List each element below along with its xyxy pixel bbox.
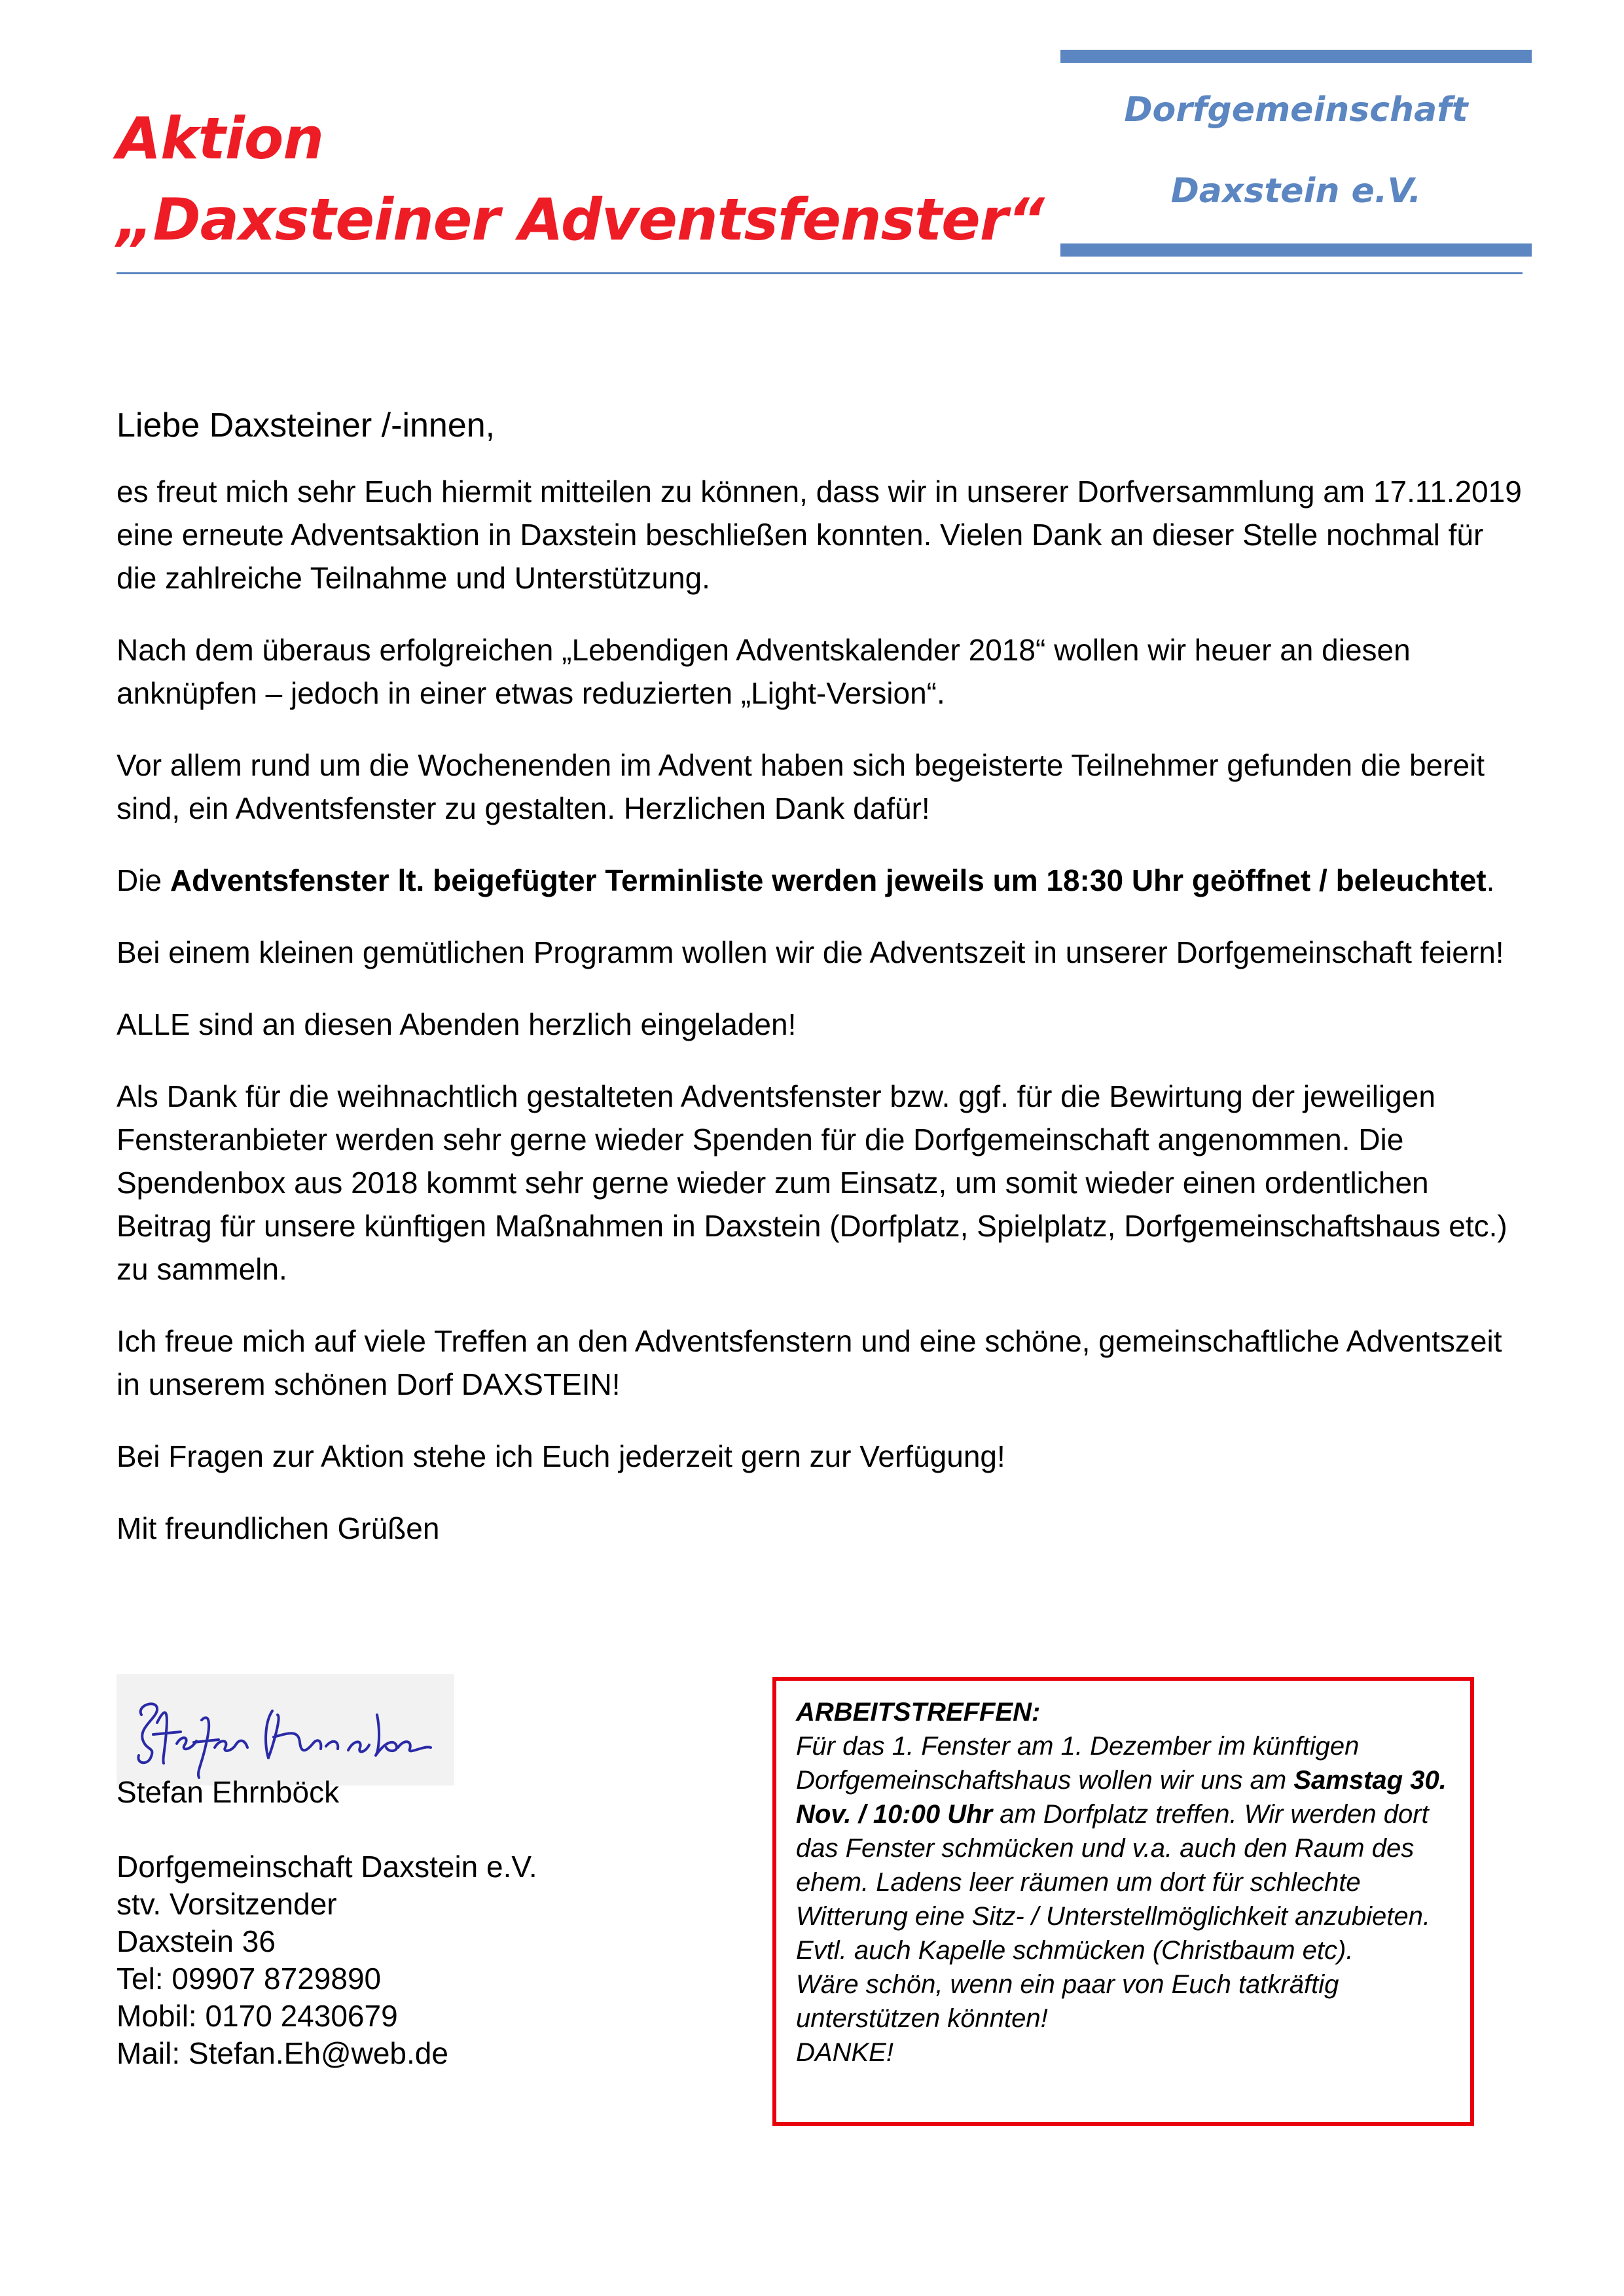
paragraph-donations: Als Dank für die weihnachtlich gestalteten Adventsfenster bzw. ggf. für die Bewirtung der jeweiligen Fensteranbieter werden sehr gerne wieder Spenden für die Dorfgemeinschaft angenommen. Die Spendenbox aus 2018 kommt sehr gerne wieder zum Einsatz, um somit wieder einen ordentlichen Beitrag für unsere künftigen Maßnahmen in Daxstein (Dorfplatz, Spielplatz, Dorfgemeinschaftshaus etc.) zu sammeln.: [117, 1079, 1507, 1286]
meeting-notice-box: [772, 1677, 1474, 2126]
paragraph-invitation: ALLE sind an diesen Abenden herzlich eingeladen!: [117, 1007, 797, 1041]
paragraph-questions: Bei Fragen zur Aktion stehe ich Euch jederzeit gern zur Verfügung!: [117, 1439, 1005, 1473]
closing: Mit freundlichen Grüßen: [117, 1511, 440, 1545]
paragraph-looking-forward: Ich freue mich auf viele Treffen an den Adventsfenstern und eine schöne, gemeinschaftliche Adventszeit in unserem schönen Dorf DAXSTEIN!: [117, 1324, 1502, 1401]
opening-time-suffix: .: [1486, 863, 1495, 897]
org-bottom-bar: [1060, 243, 1532, 257]
paragraph-opening-time: [117, 859, 1524, 902]
org-name-line-1: Dorfgemeinschaft: [1124, 90, 1468, 130]
meeting-help-request: Wäre schön, wenn ein paar von Euch tatkräftig unterstützen könnten!: [796, 1970, 1339, 2033]
letter-body: [117, 399, 1524, 1550]
meeting-text-pre: Für das 1. Fenster am 1. Dezember im künftigen Dorfgemeinschaftshaus wollen wir uns am: [796, 1732, 1360, 1795]
signer-name: Stefan Ehrnböck: [117, 1775, 340, 1809]
meeting-heading: [796, 1695, 1451, 1729]
title-line-2: „Daxsteiner Adventsfenster“: [117, 186, 1044, 253]
signer-address: Daxstein 36: [117, 1924, 276, 1958]
spacer: [117, 1811, 537, 1848]
header-rule: [117, 272, 1523, 274]
signature-block: [117, 1774, 537, 2072]
opening-time-prefix: Die: [117, 863, 170, 897]
org-top-bar: [1060, 50, 1532, 63]
meeting-details: [796, 1729, 1451, 1967]
signer-mobile: Mobil: 0170 2430679: [117, 1999, 398, 2033]
paragraph-light-version: Nach dem überaus erfolgreichen „Lebendigen Adventskalender 2018“ wollen wir heuer an diesen anknüpfen – jedoch in einer etwas reduzierten „Light-Version“.: [117, 633, 1411, 710]
salutation: Liebe Daxsteiner /-innen,: [117, 406, 496, 444]
signer-phone: Tel: 09907 8729890: [117, 1962, 382, 1996]
opening-time-bold: Adventsfenster lt. beigefügter Terminliste werden jeweils um 18:30 Uhr geöffnet / beleuchtet: [170, 863, 1487, 897]
signer-email: Mail: Stefan.Eh@web.de: [117, 2036, 448, 2070]
org-name-line-2: Daxstein e.V.: [1170, 171, 1422, 211]
paragraph-programme: Bei einem kleinen gemütlichen Programm wollen wir die Adventszeit in unserer Dorfgemeinschaft feiern!: [117, 935, 1504, 969]
meeting-date-bold: Samstag 30. Nov. / 10:00 Uhr: [796, 1766, 1447, 1829]
meeting-text-post: am Dorfplatz treffen. Wir werden dort das Fenster schmücken und v.a. auch den Raum des ehem. Ladens leer räumen um dort für schlechte Witterung eine Sitz- / Unterstellmöglichkeit anzubieten. Evtl. auch Kapelle schmücken (Christbaum etc).: [796, 1800, 1430, 1965]
handwritten-signature: [117, 1674, 454, 1785]
meeting-heading-text: ARBEITSTREFFEN:: [796, 1698, 1041, 1727]
signer-role: stv. Vorsitzender: [117, 1887, 337, 1921]
page-title: [117, 98, 1044, 260]
paragraph-participants: Vor allem rund um die Wochenenden im Advent haben sich begeisterte Teilnehmer gefunden die bereit sind, ein Adventsfenster zu gestalten. Herzlichen Dank dafür!: [117, 748, 1485, 825]
meeting-thanks: DANKE!: [796, 2038, 893, 2067]
header: [0, 0, 1624, 281]
title-line-1: Aktion: [117, 105, 323, 172]
paragraph-intro: es freut mich sehr Euch hiermit mitteilen zu können, dass wir in unserer Dorfversammlung am 17.11.2019 eine erneute Adventsaktion in Daxstein beschließen konnten. Vielen Dank an dieser Stelle nochmal für die zahlreiche Teilnahme und Unterstützung.: [117, 475, 1522, 595]
signer-organization: Dorfgemeinschaft Daxstein e.V.: [117, 1850, 537, 1884]
